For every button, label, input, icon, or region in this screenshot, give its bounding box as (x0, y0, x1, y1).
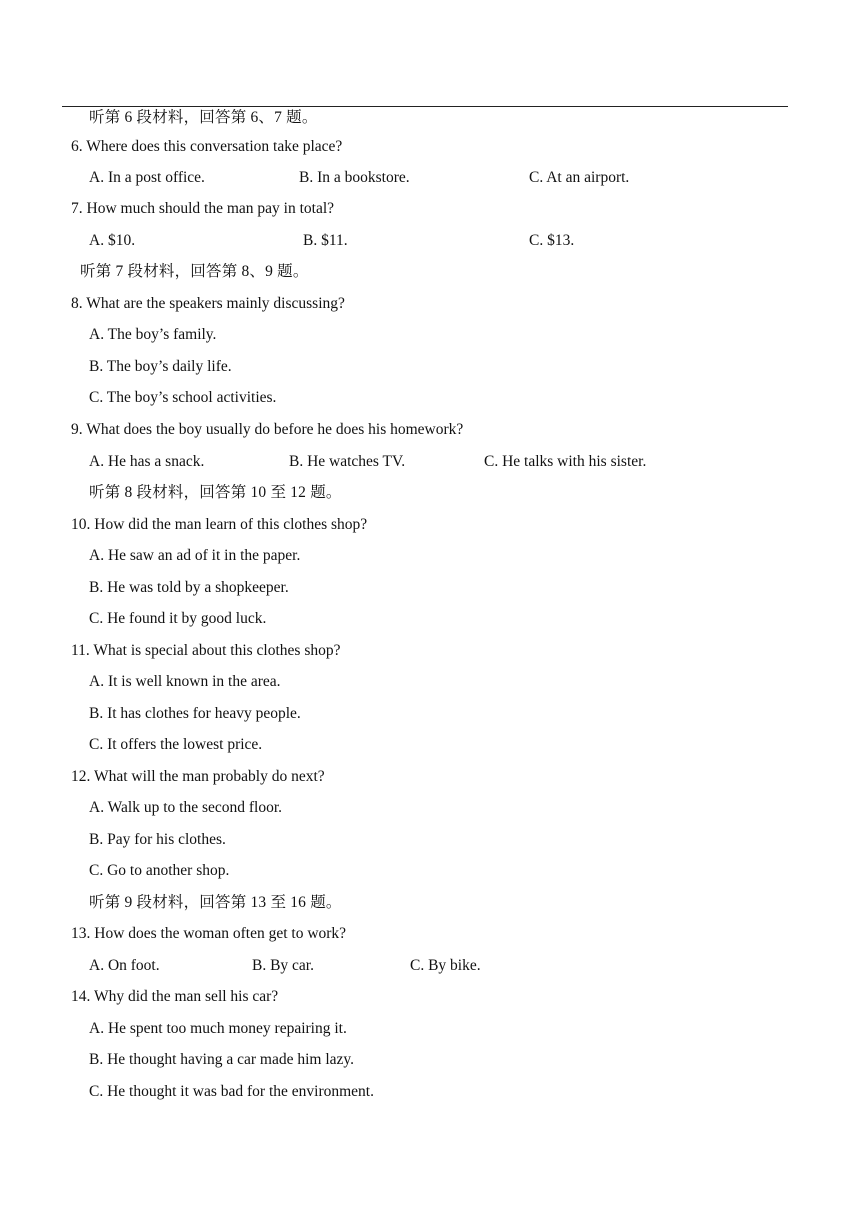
option-b: B. $11. (303, 232, 348, 249)
option-c: C. He found it by good luck. (89, 610, 267, 627)
option-b: B. The boy’s daily life. (89, 358, 232, 375)
option-c: C. It offers the lowest price. (89, 736, 263, 753)
option-a: A. The boy’s family. (89, 326, 217, 343)
option-a: A. He saw an ad of it in the paper. (89, 547, 301, 564)
question-stem: 8. What are the speakers mainly discussing? (71, 295, 345, 312)
option-c: C. The boy’s school activities. (89, 389, 277, 406)
option-b: B. He watches TV. (289, 453, 406, 470)
question-stem: 12. What will the man probably do next? (71, 768, 325, 785)
option-a: A. He spent too much money repairing it. (89, 1020, 347, 1037)
option-b: B. By car. (252, 957, 314, 974)
question-stem: 14. Why did the man sell his car? (71, 988, 279, 1005)
section-instruction: 听第 7 段材料，回答第 8、9 题。 (80, 263, 309, 280)
section-instruction: 听第 9 段材料，回答第 13 至 16 题。 (89, 894, 342, 911)
question-stem: 7. How much should the man pay in total? (71, 200, 335, 217)
question-stem: 11. What is special about this clothes shop? (71, 642, 341, 659)
option-c: C. He talks with his sister. (484, 453, 647, 470)
option-c: C. At an airport. (529, 169, 630, 186)
question-stem: 6. Where does this conversation take place? (71, 138, 343, 155)
section-instruction: 听第 8 段材料，回答第 10 至 12 题。 (89, 484, 342, 501)
question-stem: 13. How does the woman often get to work? (71, 925, 347, 942)
option-b: B. It has clothes for heavy people. (89, 705, 301, 722)
question-stem: 9. What does the boy usually do before he does his homework? (71, 421, 464, 438)
option-a: A. It is well known in the area. (89, 673, 281, 690)
option-c: C. He thought it was bad for the environment. (89, 1083, 374, 1100)
option-a: A. On foot. (89, 957, 160, 974)
option-a: A. He has a snack. (89, 453, 205, 470)
option-b: B. He was told by a shopkeeper. (89, 579, 289, 596)
option-a: A. In a post office. (89, 169, 205, 186)
option-c: C. $13. (529, 232, 575, 249)
question-stem: 10. How did the man learn of this clothes shop? (71, 516, 368, 533)
header-rule (62, 106, 788, 107)
option-a: A. Walk up to the second floor. (89, 799, 283, 816)
section-instruction: 听第 6 段材料，回答第 6、7 题。 (89, 109, 318, 126)
option-b: B. Pay for his clothes. (89, 831, 226, 848)
option-c: C. Go to another shop. (89, 862, 230, 879)
option-b: B. He thought having a car made him lazy. (89, 1051, 354, 1068)
option-b: B. In a bookstore. (299, 169, 410, 186)
option-a: A. $10. (89, 232, 136, 249)
option-c: C. By bike. (410, 957, 481, 974)
